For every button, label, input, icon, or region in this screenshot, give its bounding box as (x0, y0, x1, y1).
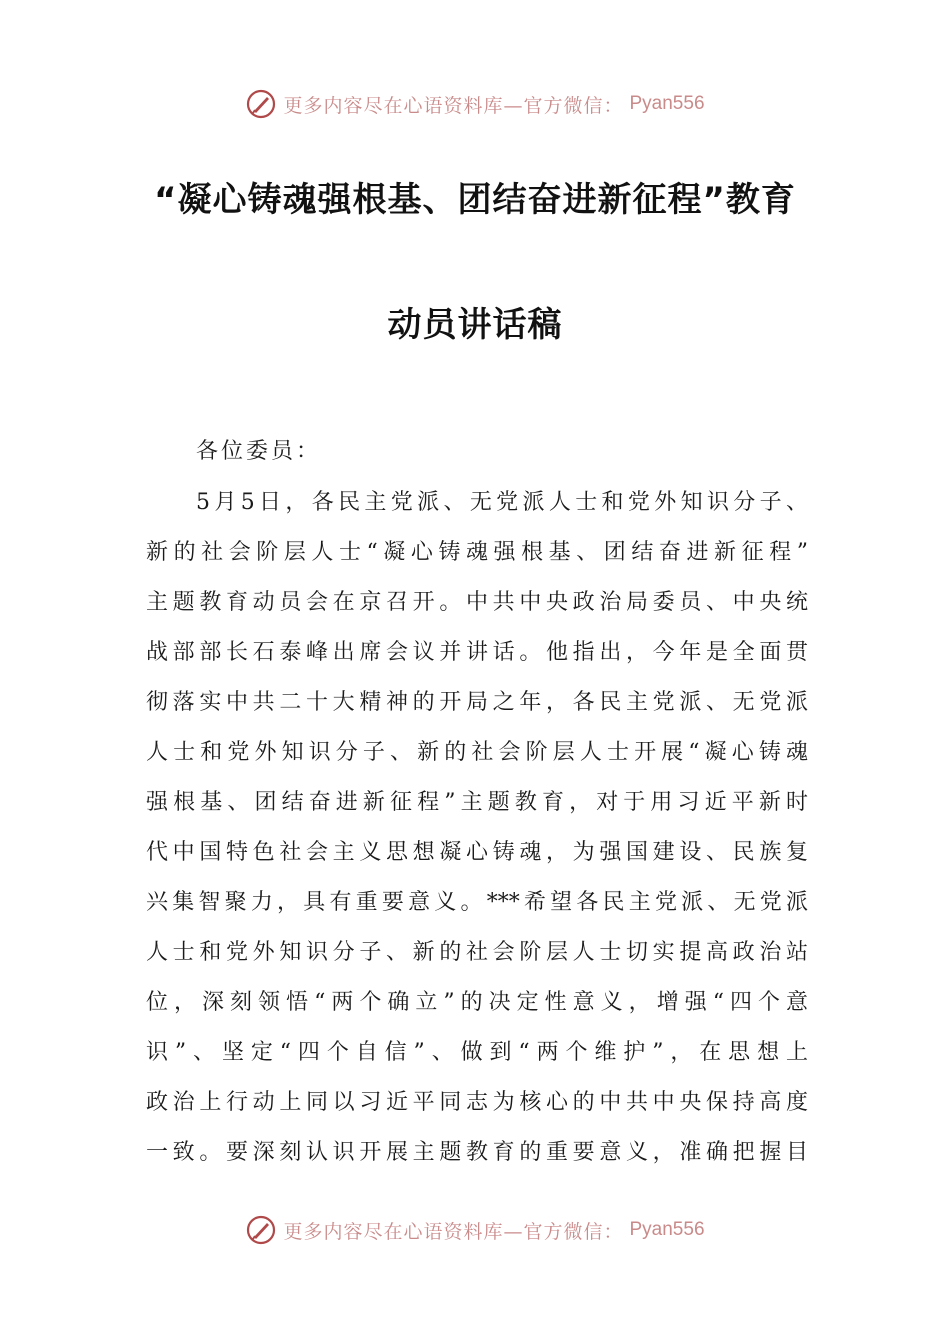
header-banner (0, 84, 950, 124)
document-title-line2: 动员讲话稿 (387, 305, 563, 345)
body-line: 识”、坚定“四个自信”、做到“两个维护”，在思想上 (146, 1040, 808, 1065)
quill-logo-icon (245, 1214, 277, 1246)
body-line: 人士和党外知识分子、新的社会阶层人士切实提高政治站 (146, 940, 808, 965)
document-title-line1: “凝心铸魂强根基、团结奋进新征程”教育 (154, 180, 796, 220)
body-line: 5月5日，各民主党派、无党派人士和党外知识分子、 (196, 490, 808, 515)
banner-slogan: 更多内容尽在心语资料库—官方微信： (283, 94, 624, 117)
salutation: 各位委员： (196, 439, 322, 464)
body-line: 强根基、团结奋进新征程”主题教育，对于用习近平新时 (146, 790, 808, 815)
quill-logo-icon (245, 88, 277, 120)
body-line: 人士和党外知识分子、新的社会阶层人士开展“凝心铸魂 (146, 740, 808, 765)
banner-wechat-id: Pyan556 (629, 93, 705, 114)
body-line: 兴集智聚力，具有重要意义。***希望各民主党派、无党派 (146, 890, 808, 915)
body-line: 战部部长石泰峰出席会议并讲话。他指出，今年是全面贯 (146, 640, 808, 665)
footer-banner (0, 1210, 950, 1250)
body-line: 代中国特色社会主义思想凝心铸魂，为强国建设、民族复 (146, 840, 808, 865)
body-line: 位，深刻领悟“两个确立”的决定性意义，增强“四个意 (146, 990, 808, 1015)
banner-slogan: 更多内容尽在心语资料库—官方微信： (283, 1220, 624, 1243)
banner-wechat-id: Pyan556 (629, 1219, 705, 1240)
body-line: 政治上行动上同以习近平同志为核心的中共中央保持高度 (146, 1090, 808, 1115)
body-text (146, 478, 808, 1178)
body-line: 主题教育动员会在京召开。中共中央政治局委员、中央统 (146, 590, 808, 615)
body-line: 彻落实中共二十大精神的开局之年，各民主党派、无党派 (146, 690, 808, 715)
body-line: 一致。要深刻认识开展主题教育的重要意义，准确把握目 (146, 1140, 808, 1165)
body-line: 新的社会阶层人士“凝心铸魂强根基、团结奋进新征程” (146, 540, 808, 565)
